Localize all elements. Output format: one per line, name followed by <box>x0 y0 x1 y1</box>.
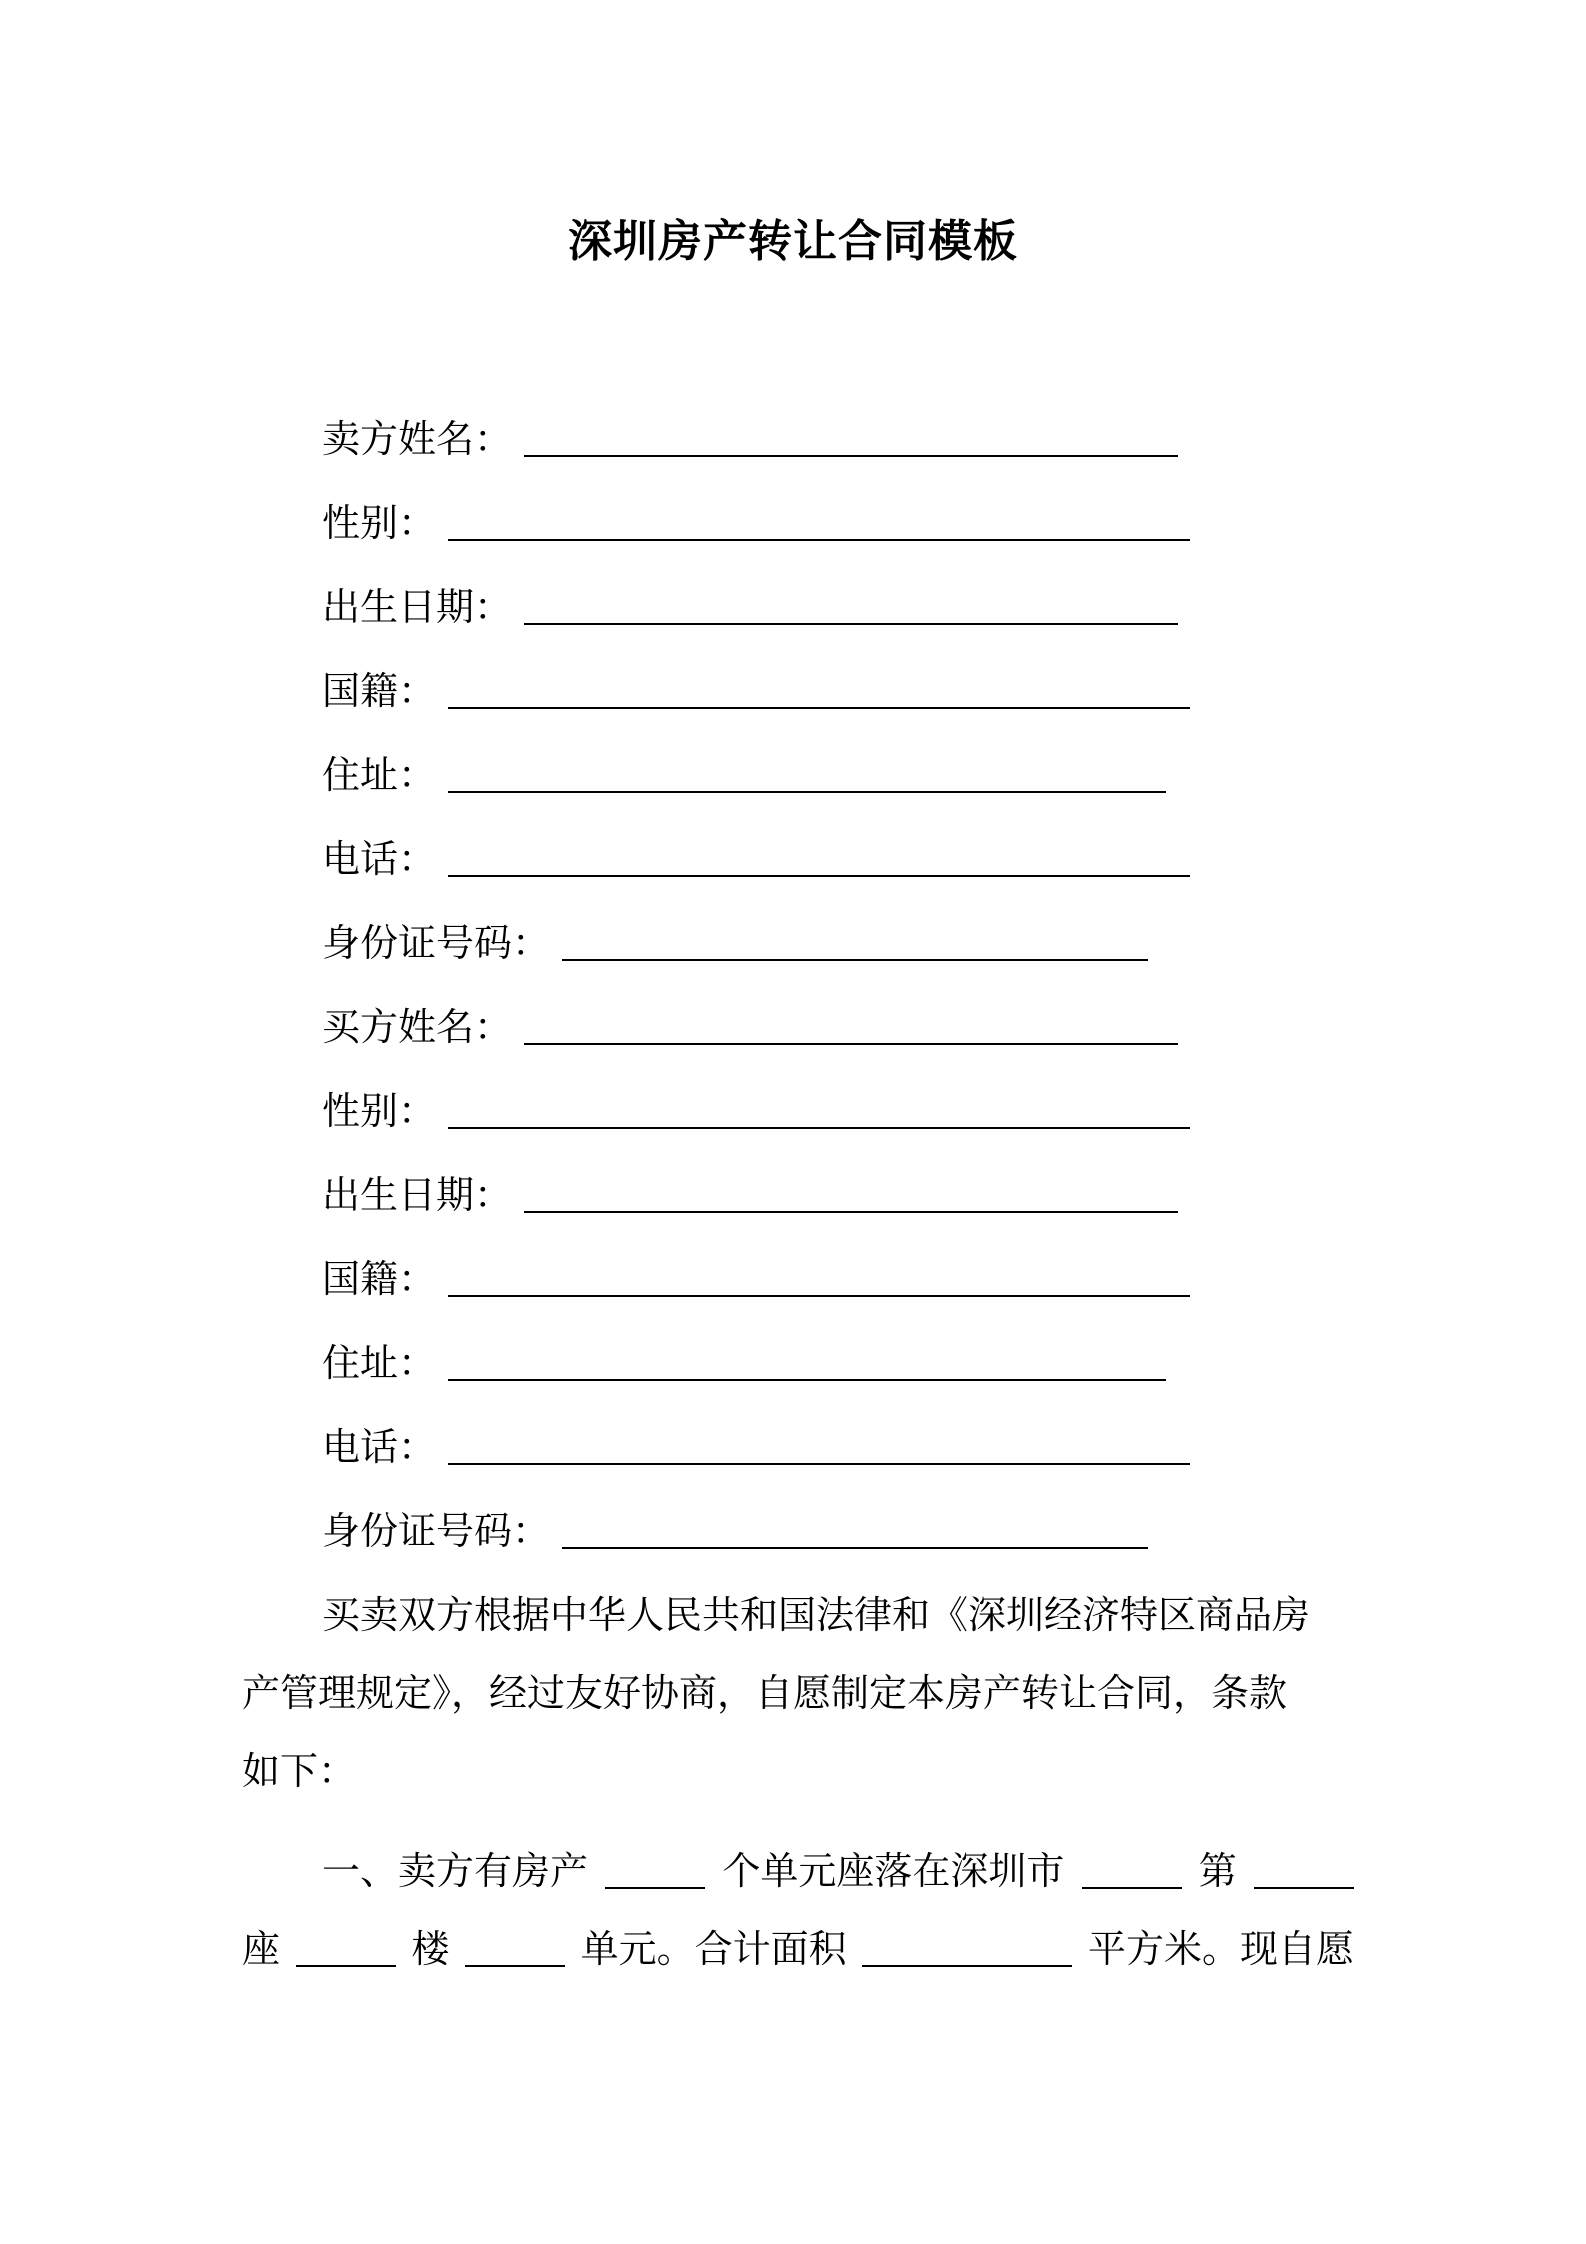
seller-nationality-field <box>322 664 1190 718</box>
field-label: 电话 <box>322 837 399 881</box>
field-colon: ： <box>398 753 437 797</box>
seller-address-field <box>322 748 1166 802</box>
field-colon: ： <box>474 1173 513 1217</box>
fill-in-blank[interactable] <box>1082 1887 1182 1889</box>
buyer-id-number-field <box>322 1504 1148 1558</box>
field-label: 买方姓名 <box>322 1005 475 1049</box>
fill-in-blank[interactable] <box>448 791 1166 793</box>
fill-in-blank[interactable] <box>1254 1887 1354 1889</box>
fill-in-blank[interactable] <box>524 1043 1178 1045</box>
fill-in-blank[interactable] <box>524 455 1178 457</box>
field-label: 性别 <box>322 1089 399 1133</box>
buyer-birthdate-field <box>322 1168 1178 1222</box>
clause-text: 一、卖方有房产 <box>322 1849 589 1893</box>
field-label: 国籍 <box>322 1257 399 1301</box>
seller-name-field <box>322 412 1178 466</box>
fill-in-blank[interactable] <box>296 1965 396 1967</box>
field-label: 电话 <box>322 1425 399 1469</box>
intro-paragraph-line-3: 如下： <box>242 1749 357 1793</box>
clause-text: 平方米。现自愿 <box>1087 1927 1354 1971</box>
clause-1-line-2 <box>242 1922 1354 1976</box>
field-label: 身份证号码 <box>322 1509 513 1553</box>
buyer-address-field <box>322 1336 1166 1390</box>
clause-text: 第 <box>1198 1849 1237 1893</box>
buyer-phone-field <box>322 1420 1190 1474</box>
buyer-gender-field <box>322 1084 1190 1138</box>
fill-in-blank[interactable] <box>448 539 1190 541</box>
clause-1-line-1 <box>322 1844 1354 1898</box>
field-colon: ： <box>398 837 437 881</box>
fill-in-blank[interactable] <box>524 1211 1178 1213</box>
field-label: 住址 <box>322 753 399 797</box>
seller-gender-field <box>322 496 1190 550</box>
field-colon: ： <box>398 1341 437 1385</box>
fill-in-blank[interactable] <box>448 1127 1190 1129</box>
field-label: 性别 <box>322 501 399 545</box>
field-label: 住址 <box>322 1341 399 1385</box>
intro-paragraph-line-1: 买卖双方根据中华人民共和国法律和《深圳经济特区商品房 <box>322 1593 1311 1637</box>
field-label: 卖方姓名 <box>322 417 475 461</box>
field-colon: ： <box>512 921 551 965</box>
clause-text: 楼 <box>411 1927 450 1971</box>
buyer-nationality-field <box>322 1252 1190 1306</box>
clause-text: 个单元座落在深圳市 <box>722 1849 1065 1893</box>
seller-birthdate-field <box>322 580 1178 634</box>
fill-in-blank[interactable] <box>524 623 1178 625</box>
fill-in-blank[interactable] <box>465 1965 565 1967</box>
fill-in-blank[interactable] <box>562 959 1148 961</box>
seller-phone-field <box>322 832 1190 886</box>
field-colon: ： <box>398 501 437 545</box>
fill-in-blank[interactable] <box>448 875 1190 877</box>
field-colon: ： <box>474 417 513 461</box>
field-colon: ： <box>398 1425 437 1469</box>
field-colon: ： <box>474 1005 513 1049</box>
fill-in-blank[interactable] <box>448 707 1190 709</box>
field-label: 出生日期 <box>322 1173 475 1217</box>
seller-id-number-field <box>322 916 1148 970</box>
field-label: 身份证号码 <box>322 921 513 965</box>
field-label: 国籍 <box>322 669 399 713</box>
field-colon: ： <box>398 1089 437 1133</box>
fill-in-blank[interactable] <box>448 1379 1166 1381</box>
field-colon: ： <box>398 669 437 713</box>
intro-paragraph-line-2: 产管理规定》，经过友好协商，自愿制定本房产转让合同，条款 <box>242 1671 1288 1715</box>
document-title: 深圳房产转让合同模板 <box>568 216 1018 267</box>
clause-text: 座 <box>242 1927 281 1971</box>
field-label: 出生日期 <box>322 585 475 629</box>
field-colon: ： <box>474 585 513 629</box>
fill-in-blank[interactable] <box>448 1295 1190 1297</box>
field-colon: ： <box>512 1509 551 1553</box>
fill-in-blank[interactable] <box>448 1463 1190 1465</box>
buyer-name-field <box>322 1000 1178 1054</box>
fill-in-blank[interactable] <box>562 1547 1148 1549</box>
clause-text: 单元。合计面积 <box>580 1927 847 1971</box>
field-colon: ： <box>398 1257 437 1301</box>
fill-in-blank[interactable] <box>605 1887 705 1889</box>
fill-in-blank[interactable] <box>862 1965 1072 1967</box>
